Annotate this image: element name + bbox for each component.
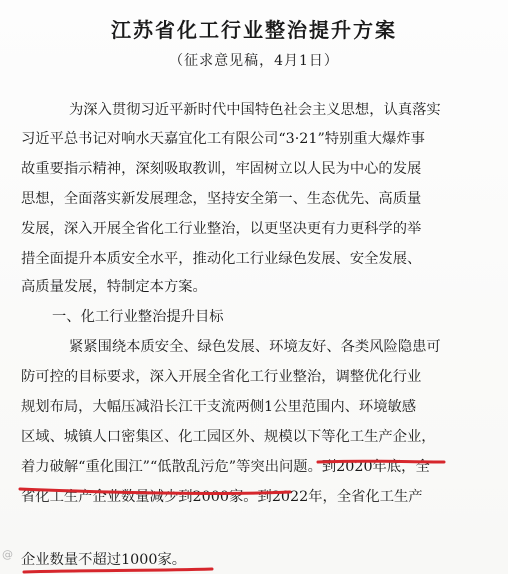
body-line: 区域、城镇人口密集区、化工园区外、规模以下等化工生产企业， [21, 429, 436, 445]
intro-line: 发展，深入开展全省化工行业整治，以更坚决更有力更科学的举 [21, 221, 422, 237]
body-line: 紧紧围绕本质安全、绿色发展、环境友好、各类风险隐患可 [69, 339, 441, 355]
intro-line: 习近平总书记对响水天嘉宜化工有限公司“3·21”特别重大爆炸事 [21, 131, 425, 147]
intro-line: 思想，全面落实新发展理念，坚持安全第一、生态优先、高质量 [21, 191, 422, 207]
intro-line: 为深入贯彻习近平新时代中国特色社会主义思想，认真落实 [69, 102, 441, 118]
body-line: 防可控的目标要求，深入开展全省化工行业整治，调整优化行业 [21, 369, 422, 385]
section-heading: 一、化工行业整治提升目标 [52, 309, 224, 325]
document-title: 江苏省化工行业整治提升方案 [111, 18, 397, 42]
intro-line: 故重要指示精神，深刻吸取教训，牢固树立以人民为中心的发展 [21, 161, 422, 177]
watermark: @ [2, 548, 13, 561]
body-last-line: 企业数量不超过1000家。 [21, 552, 187, 568]
intro-line: 措全面提升本质安全水平，推动化工行业绿色发展、安全发展、 [21, 251, 422, 267]
intro-line: 高质量发展，特制定本方案。 [21, 279, 207, 295]
body-line: 着力破解“重化围江”“低散乱污危”等突出问题。到2020年底，全 [21, 459, 430, 475]
document-subtitle: （征求意见稿，4月1日） [169, 53, 339, 69]
body-line: 规划布局，大幅压减沿长江干支流两侧1公里范围内、环境敏感 [21, 399, 417, 415]
body-line: 省化工生产企业数量减少到2000家。到2022年，全省化工生产 [21, 489, 423, 505]
